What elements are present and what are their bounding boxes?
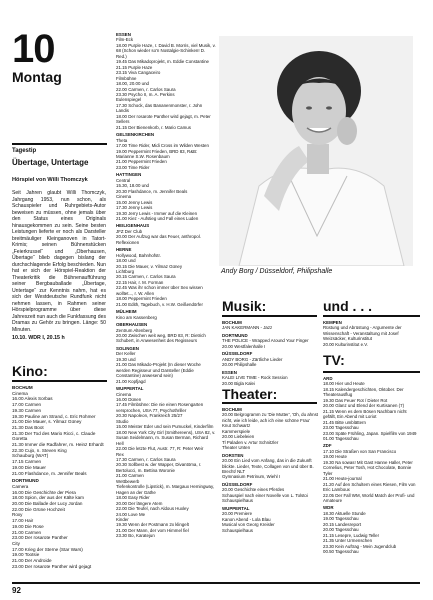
listing-entry: Rüstung und Abrüstung - Argumente der Wissenschaft - Veranstaltung mit Josef Weizsäcker, Kulturinstitut: [323, 325, 402, 342]
listing-entry: 23.30 Psycho II, m. A. Perkins: [116, 91, 175, 97]
listing-entry: Wettbewerb: [116, 478, 140, 484]
listing-entry: 20.30 Napoleon, Frankreich 25/27: [116, 413, 183, 419]
listing-entry: Kino am Kassenberg: [116, 314, 157, 320]
listing-entry: 21.30 Der Tod des Mario Ricci, c. Claude Goretta: [12, 430, 96, 442]
listing-entry: 18.15 Kalendergeschichten, Oktober. Der Theaterausflug: [323, 386, 404, 398]
listing-entry: 17.00 Hair: [12, 518, 34, 524]
listing-entry: Schauburg (WAT): [12, 453, 49, 459]
listing-entry: KALEI LIVE TIME - Rock Session: [222, 375, 288, 381]
day-name: Montag: [12, 69, 62, 85]
divider: [12, 380, 107, 382]
listing-entry: 21.15 Der Bienenkorb, r. Mario Camus: [116, 124, 191, 130]
listing-entry: Kammerspiele: [222, 428, 251, 434]
listing-entry: 16.00 Die Geschichte der Piera: [12, 489, 76, 495]
listing-entry: 17.30 Schock, das Bananenmonster, r. John Landis: [116, 102, 203, 114]
divider: [323, 315, 420, 317]
city-heading: ZDF: [323, 443, 332, 449]
listing-entry: 22.05 Der Fall WM, World Match der Profi- und Amateure: [323, 492, 415, 503]
portrait-photo-icon: [219, 36, 413, 266]
andy-borg-photo: [219, 36, 413, 266]
listing-entry: 20.00 Der längere Atem: [116, 500, 163, 506]
listing-entry: 19.00 Die Rose: [12, 523, 44, 529]
listing-entry: Rex: [116, 451, 124, 457]
listing-entry: 18.00 Peppermint Frieden: [116, 296, 167, 302]
tagestip-footer: 10.10. WDR I, 20.15 h: [12, 335, 65, 341]
city-heading: MÜLHEIM: [116, 309, 137, 315]
listing-entry: Schauspiel nach einer Novelle von L. Tolstoi: [222, 492, 308, 498]
listing-entry: 23.00 Tagesschau: [323, 425, 359, 431]
city-heading: KEMPEN: [323, 320, 342, 325]
kino-heading: Kino:: [12, 363, 48, 379]
listing-entry: Theater Unten: [222, 445, 251, 451]
listing-entry: Zentrum Altenberg: [116, 327, 153, 333]
listing-entry: 21.35 Unter Urmenschen: [323, 538, 373, 544]
und-heading: und . . .: [323, 298, 372, 314]
listing-entry: 20.00 Der Aufzug war das Feuer, anthropol. Reflexionen: [116, 234, 201, 245]
listing-entry: 21.00 Heute-journal: [323, 476, 362, 482]
listing-entry: 22.00 Die letzte Flut, Austr. 77, R: Peter Weir: [116, 446, 204, 452]
listing-entry: 21.45 Bitte umblättern: [323, 419, 366, 425]
listing-entry: 20.00 Bigla Kalei: [222, 380, 255, 386]
city-heading: DÜSSELDORF: [222, 351, 253, 357]
listing-entry: Film-Eck: [116, 37, 134, 43]
listing-entry: Camera: [12, 483, 29, 489]
listing-entry: 15.00 Meister Eder und sein Pumuckel, Kinderfilm: [116, 424, 214, 430]
tagestip-label: Tagestip: [12, 148, 37, 154]
listing-entry: 20.00 Die Ballade der Lucy Jordan: [12, 501, 83, 507]
listing-entry: 20.30 Flashdance, m. Jennifer Beals: [116, 188, 188, 194]
listing-entry: 21.00 Kopfjagd: [116, 378, 146, 384]
listing-entry: 23.30 Bo, Karatejun: [116, 533, 155, 539]
city-heading: DORTMUND: [12, 478, 39, 484]
listing-entry: 21.15 Purple Haze: [116, 64, 153, 70]
photo-caption: Andy Borg / Düsseldorf, Philipshalle: [221, 268, 333, 275]
listing-entry: 21.20 Auf den Schultern eines Riesen, Film von Eric Lamboux: [323, 481, 416, 493]
listing-entry: 21.00 Flashdance, m. Jennifer Beals: [12, 470, 87, 476]
musik-heading: Musik:: [222, 298, 267, 314]
listing-entry: 20.00 Philipshalle: [222, 362, 257, 368]
divider: [12, 143, 107, 145]
divider: [222, 315, 317, 317]
listing-entry: Studio: [116, 418, 129, 424]
theater-heading: Theater:: [222, 386, 278, 402]
listing-entry: 20.15 Carmen, r. Carlos Saura: [116, 274, 176, 280]
city-heading: WDR: [323, 505, 334, 511]
listing-entry: Roxy: [12, 512, 23, 518]
listing-entry: 18.00 Hier und Heute: [323, 381, 365, 387]
listing-entry: 19.00 Heute: [323, 454, 347, 460]
city-heading: ESSEN: [116, 32, 131, 37]
listing-entry: Eulenspiegel: [116, 97, 142, 103]
listing-entry: 19.00 Tagesschau: [323, 516, 359, 522]
listing-entry: 21.00 Die Mauer, s. Yilmaz Güney: [12, 419, 82, 425]
listing-entry: 20.00 Kulturinstitut e.V.: [323, 341, 368, 347]
listing-entry: 23.30 Kein Auftrag - Mein Jugendclub: [323, 543, 397, 549]
listing-entry: Gymnasium Petrinum, Wiehl I: [222, 474, 281, 480]
city-heading: DORSTEN: [222, 452, 244, 458]
listing-entry: Theta: [116, 137, 128, 143]
listing-entry: 19.30 Jerry Lewis - Immer auf die Kleinen: [116, 210, 198, 216]
listing-entry: 20.00 Belgrogramm zu 'Die Mutter', 'Oh, du ahnst nicht, wie ich leide, ach ich eine schöne Frau': [222, 412, 318, 423]
city-heading: BOCHUM: [222, 320, 242, 325]
listing-entry: 21.00 Edith, Tagebuch, v. H.W. Geißendörfer: [116, 301, 203, 307]
city-heading: GELSENKIRCHEN: [116, 132, 155, 138]
kino-listing-continued: [116, 30, 216, 539]
city-heading: HATTINGEN: [116, 172, 142, 178]
listing-entry: Schauspielhaus: [222, 498, 254, 504]
tagestip-subhead: Hörspiel von Willi Thomczyk: [12, 177, 88, 183]
listing-entry: 15.00 Jenny Lewis: [116, 199, 153, 205]
listing-entry: 18.00 Spion, der aus der Kälte kam: [12, 495, 85, 501]
listing-entry: 21.30 Immer die Radfahrer, m. Heinz Erhardt: [12, 442, 104, 448]
city-heading: ARD: [323, 376, 333, 381]
listing-entry: 19.30 Na sowas! Mit Gast Hanne Haller, Peter Cornelius, Peter Tosh, Hot Chocolate, Bonnie Tyler: [323, 459, 413, 476]
listing-entry: 22.45 Was ihr schon immer über Sex wissen wolltet..., r. W. Allen: [116, 285, 203, 296]
listing-entry: Cinema: [116, 194, 132, 200]
listing-entry: 23.00 Der rosarote Panther: [12, 535, 68, 541]
listing-entry: 20.00 Zwischen weit weg, BRD 83, R: Dietrich Schubert, in Anwesenheit des Regisseurs: [116, 333, 206, 344]
listing-entry: 17.15 Carmen: [12, 459, 42, 465]
listing-entry: 18.30 Aktuelle Stunde: [323, 510, 366, 516]
kino-listing: [12, 383, 107, 570]
listing-entry: JAN KAKERMANN - Jazz: [222, 325, 273, 331]
listing-entry: Central: [116, 177, 131, 183]
und-listing: [323, 318, 418, 347]
listing-entry: 17.30 Jenny Lewis: [116, 205, 153, 211]
listing-entry: 24.00 Love Me: [116, 511, 146, 517]
tagestip-section: [12, 148, 106, 341]
city-heading: ESSEN: [222, 369, 237, 375]
listing-entry: 20.00 Tagesschau: [323, 527, 359, 533]
divider: [323, 371, 420, 373]
listing-entry: 17.10 Die Straßen von San Francisco: [323, 448, 397, 454]
listing-entry: Schauspielhaus: [222, 527, 254, 533]
city-heading: BOCHUM: [12, 385, 33, 390]
listing-entry: 15.30, 18.00 und: [116, 183, 149, 189]
listing-entry: 17.45 Filmbühne: Die nie einen Rosengarten versprochen, USA 77, Psychothriller: [116, 402, 204, 413]
listing-entry: 19.45 Das Mikadoprojekt, m. Eddie Constantine: [116, 59, 209, 65]
city-heading: HEILIGENHAUS: [116, 223, 150, 229]
listing-entry: Knut Schwartz: [222, 423, 251, 429]
listing-entry: 23.00 Time Rider: [116, 164, 150, 170]
listing-entry: Kanon Abend - Lola Blau: [222, 516, 271, 522]
listing-entry: 19.30 Das Feuer Rot / Dieter Rot: [323, 397, 388, 403]
listing-entry: 17.00 Carmen: [12, 402, 42, 408]
listing-entry: 19.00 Peppermint Frieden, BRD 83, R&B: Marianne S.W. Rosenbaum: [116, 148, 198, 159]
tv-listing: [323, 374, 420, 555]
listing-entry: Tiefenkontrolle (Lipstick), m. Margaux Hemingway, Hagen an der Gathe: [116, 484, 215, 495]
listing-entry: ANDY BORG - Zärtliche Lieder: [222, 356, 283, 362]
city-heading: DORTMUND: [222, 332, 248, 338]
listing-entry: JFZ Der Club: [116, 228, 143, 234]
listing-entry: 17.00 Krieg der Sterne (Star Wars): [12, 546, 83, 552]
listing-entry: 21.00 Carmen: [116, 473, 144, 479]
listing-entry: 21.00 Das Mikado-Projekt (In dieser Woche werden Regisseur und Darsteller (Eddie Constantine) anwesend sein): [116, 362, 201, 379]
listing-entry: 20.00 Westfalenhalle I: [222, 343, 266, 349]
listing-entry: Cinema: [116, 391, 132, 397]
tagestip-headline: Übertage, Untertage: [12, 158, 89, 167]
city-heading: OBERHAUSEN: [116, 322, 148, 328]
bottom-rule: [12, 582, 420, 584]
listing-entry: 22.00 Die Grüne Hochzeit: [12, 506, 65, 512]
listing-entry: Cinema: [12, 390, 28, 396]
listing-entry: 19.30 Pauline am Strand, c. Eric Rohmer: [12, 413, 96, 419]
listing-entry: 21.00 Kiez - Aufstieg und Fall eines Luden: [116, 215, 199, 221]
listing-entry: 19.00 Die Mauer: [12, 464, 46, 470]
listing-entry: 18.00 und: [116, 258, 136, 264]
city-heading: WUPPERTAL: [116, 386, 144, 392]
city-heading: DÜSSELDORF: [222, 481, 253, 487]
listing-entry: 21.00 Der Mann, der vom Himmel fiel: [116, 527, 189, 533]
listing-entry: 18.00 Purple Haze, r. David B. Morris, viel Musik, v. 68 (Schon wieder so'n Nostalgie-Schinken! D. Red.): [116, 42, 216, 59]
listing-entry: 21.00 Peppermint Frieden: [116, 159, 167, 165]
listing-entry: Tl Paladen v. Artur Schnitzler: [222, 439, 279, 445]
listing-entry: 23.00 Der rosarote Panther wird gejagt: [12, 563, 92, 569]
city-heading: HERNE: [116, 247, 132, 253]
listing-entry: 20.15 Landesreport: [323, 521, 362, 527]
listing-entry: 21.00 Der Androide: [12, 558, 52, 564]
listing-entry: 19.00 Tootsie: [12, 552, 40, 558]
listing-entry: 20.00 Ein Lied vom Anfang, das in die Zukunft blickte. Lieder, Texte, Collagen von und über B. Brecht/ NLT: [222, 458, 314, 474]
listing-entry: Kinder: [116, 516, 129, 522]
listing-entry: 20.30 Sollbest w. der Wapper, Divantöma, r. Bertolucci, m. Bettina Woronie: [116, 462, 202, 473]
listing-entry: 21.15 Lesepre, Ludwig Teller: [323, 532, 380, 538]
listing-entry: 20.00 Glanz und Elend der Kurtisanen (7): [323, 403, 405, 409]
listing-entry: 18.00, 20.00 und: [116, 81, 149, 87]
listing-entry: 22.00 Carmen, r. Carlos Saura: [116, 86, 176, 92]
page-number: 92: [12, 586, 21, 595]
listing-entry: Der Keller: [116, 351, 136, 357]
listing-entry: 23.15 Viva Cangaceiro: [116, 70, 161, 76]
listing-entry: 22.00 Die Teufel, nach Aldous Huxley: [116, 506, 189, 512]
listing-entry: 18.00 New York City Girl (Smithereens), USA 82, v. Susan Seidelmann, m. Susan Berman, Richard Hell: [116, 429, 216, 446]
musik-listing: [222, 318, 322, 386]
listing-entry: City: [12, 540, 20, 546]
listing-entry: THE POLICE - Wrapped Around Your Finger: [222, 338, 309, 344]
listing-entry: 16.00 Dünen: [116, 397, 142, 402]
listing-entry: 19.30 und: [116, 356, 136, 362]
listing-entry: 21.00 Carmen: [12, 529, 42, 535]
tv-heading: TV:: [323, 352, 345, 368]
listing-entry: 01.00 Tagesschau: [323, 435, 359, 441]
listing-entry: 21.30 Das Boot: [12, 424, 44, 430]
listing-entry: 23.00 Späte Frühling, Japan. Spielfilm von 1949: [323, 430, 417, 436]
listing-entry: Filmbühne: [116, 75, 137, 81]
city-heading: BOCHUM: [222, 407, 242, 412]
day-number: 10: [12, 27, 55, 71]
listing-entry: Hollywood, Bahnhofstr.: [116, 252, 161, 258]
theater-listing: [222, 405, 322, 533]
listing-entry: Musical von Georg Kreisler: [222, 522, 275, 528]
listing-entry: 21.15 Wenn es dem Bösen Nachbarn nicht gefällt, Ein Abend mit Loriot: [323, 408, 407, 420]
listing-entry: 18.00 Der rosarote Panther wird gejagt, m. Peter Sellers: [116, 113, 211, 125]
listing-entry: 20.15 Die Mauer, v. Yilmaz Güney: [116, 263, 183, 269]
listing-entry: 19.30 Carmen: [12, 407, 42, 413]
listing-entry: 20.00 Geschichte eines Pferdes: [222, 487, 285, 493]
tagestip-body: Seit Jahren glaubt Willi Thomczyk, Jahrgang 1953, nun schon, als Schauspieler und Ruhrgebiets-Autor beweisen zu müssen, ohne jemals über den Status eines Originals hinausgekommen zu sein. Seine besten Leistungen lieferte er noch als Darsteller breitmäuliger Kleinganoven in Tatort-Krimis; seinen Bühnenstücken „Feierkrussel“ und „Oberhausen, Übertage“ blieb dagegen bislang der durchschlagende Erfolg beschieden. Nun hat er sich der Hörspiel-Reaktion der Theaterkritik die Bühnenaufführung seiner Bergbauballade „Übertage, Untertage“ zur Kenntnis nahm, hat es sich der Westdeutsche Rundfunk nicht nehmen lassen, in Rahmen seiner Hörspielprogramme über diese Jahreszeit nun auch die Funkfassung des Dramas zu Gehör zu bringen. Länge: 50 Minuten.: [12, 190, 107, 333]
listing-entry: 20.00 Liebeleien: [222, 434, 255, 440]
listing-entry: 20.00 Premiere: [222, 511, 253, 517]
listing-entry: 00.50 Tagesschau: [323, 549, 359, 555]
listing-entry: Lichtburg: [116, 269, 135, 275]
divider: [222, 402, 317, 404]
listing-entry: 16.00 Alexis Sorbas: [12, 396, 53, 402]
listing-entry: 22.15 Hair, r. M. Forman: [116, 279, 164, 285]
city-heading: WUPPERTAL: [222, 505, 250, 511]
listing-entry: 19.30 Wenn der Postmann 2x klingelt: [116, 522, 189, 528]
listing-entry: 17.00 Time Rider, Midi Cross im Wilden Westen: [116, 143, 209, 149]
listing-entry: 22.30 Cujo, n. Steven King: [12, 447, 67, 453]
listing-entry: 17.30 Carmen, r. Carlos Saura: [116, 456, 176, 462]
day-header: [12, 27, 107, 85]
listing-entry: 18.00 Easy Rider: [116, 495, 150, 501]
city-heading: SOLINGEN: [116, 345, 139, 351]
